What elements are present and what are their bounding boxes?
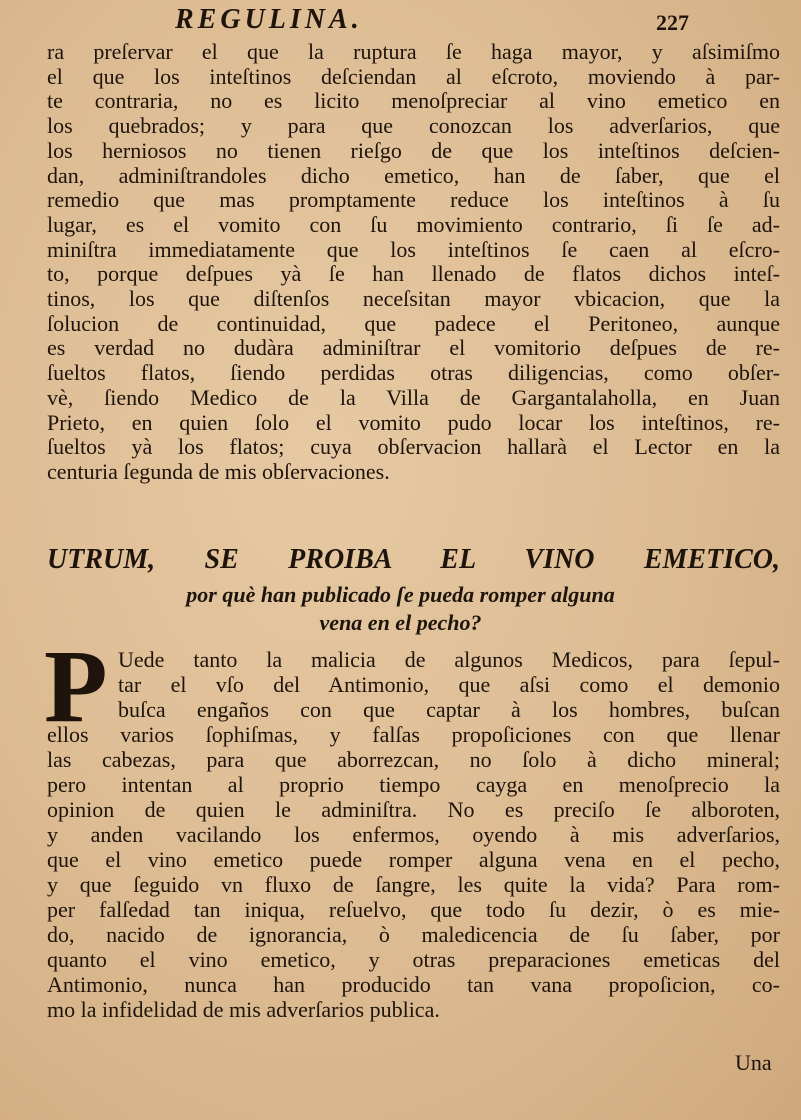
text-line: Prieto, en quien ſolo el vomito pudo locar los inteſtinos, re- <box>47 409 780 435</box>
page-number: 227 <box>656 10 689 35</box>
text-line: te contraria, no es licito menoſpreciar al vino emetico en <box>47 88 780 114</box>
text-line: el que los inteſtinos deſciendan al eſcroto, moviendo à par- <box>47 63 780 89</box>
text-line: y anden vacilando los enfermos, oyendo à mis adverſarios, <box>47 822 780 847</box>
text-line: tinos, los que diſtenſos neceſsitan mayor vbicacion, que la <box>47 286 780 311</box>
text-line: es verdad no dudàra adminiſtrar el vomitorio deſpues de re- <box>47 335 780 361</box>
section-subheading-1: por què han publicado ſe pueda romper alguna <box>186 582 615 607</box>
section-heading: UTRUM, SE PROIBA EL VINO EMETICO, <box>47 544 780 575</box>
text-line: ſueltos yà los flatos; cuya obſervacion hallarà el Lector en la <box>47 434 780 460</box>
text-line: dan, adminiſtrandoles dicho emetico, han de ſaber, que el <box>47 162 780 188</box>
text-line: ra preſervar el que la ruptura ſe haga mayor, y aſsimiſmo <box>47 39 780 64</box>
text-line: remedio que mas promptamente reduce los inteſtinos à ſu <box>47 187 780 213</box>
text-line: y que ſeguido vn fluxo de ſangre, les quite la vida? Para rom- <box>47 872 780 897</box>
text-line: pero intentan al proprio tiempo cayga en menoſprecio la <box>47 772 780 797</box>
text-line: centuria ſegunda de mis obſervaciones. <box>47 458 390 484</box>
text-line: quanto el vino emetico, y otras preparaciones emeticas del <box>47 947 780 972</box>
text-line: do, nacido de ignorancia, ò maledicencia de ſu ſaber, por <box>47 922 780 947</box>
text-line: opinion de quien le adminiſtra. No es preciſo ſe alboroten, <box>47 797 780 822</box>
text-line: ſueltos flatos, ſiendo perdidas otras diligencias, como obſer- <box>47 360 780 386</box>
text-line: los quebrados; y para que conozcan los adverſarios, que <box>47 113 780 139</box>
running-title: REGULINA. <box>175 4 363 35</box>
catchword: Una <box>735 1050 772 1075</box>
text-line: Uede tanto la malicia de algunos Medicos, para ſepul- <box>118 647 780 672</box>
drop-cap: P <box>44 629 108 744</box>
text-line: to, porque deſpues yà ſe han llenado de flatos dichos inteſ- <box>47 261 780 287</box>
text-line: los herniosos no tienen rieſgo de que los inteſtinos deſcien- <box>47 137 780 163</box>
text-line: lugar, es el vomito con ſu movimiento contrario, ſi ſe ad- <box>47 211 780 237</box>
text-line: per falſedad tan iniqua, reſuelvo, que todo ſu dezir, ò es mie- <box>47 897 780 922</box>
text-line: ellos varios ſophiſmas, y falſas propoſiciones con que llenar <box>47 722 780 747</box>
text-line: las cabezas, para que aborrezcan, no ſolo à dicho mineral; <box>47 747 780 772</box>
section-subheading-2: vena en el pecho? <box>319 610 482 635</box>
text-line: miniſtra immediatamente que los inteſtinos ſe caen al eſcro- <box>47 236 780 262</box>
text-line: Antimonio, nunca han producido tan vana propoſicion, co- <box>47 972 780 997</box>
text-line: vè, ſiendo Medico de la Villa de Gargantalaholla, en Juan <box>47 384 780 410</box>
text-line: que el vino emetico puede romper alguna vena en el pecho, <box>47 847 780 872</box>
text-line: tar el vſo del Antimonio, que aſsi como el demonio <box>118 672 780 697</box>
text-line: buſca engaños con que captar à los hombres, buſcan <box>118 697 780 722</box>
text-line: mo la infidelidad de mis adverſarios publica. <box>47 997 440 1022</box>
text-line: ſolucion de continuidad, que padece el Peritoneo, aunque <box>47 310 780 336</box>
